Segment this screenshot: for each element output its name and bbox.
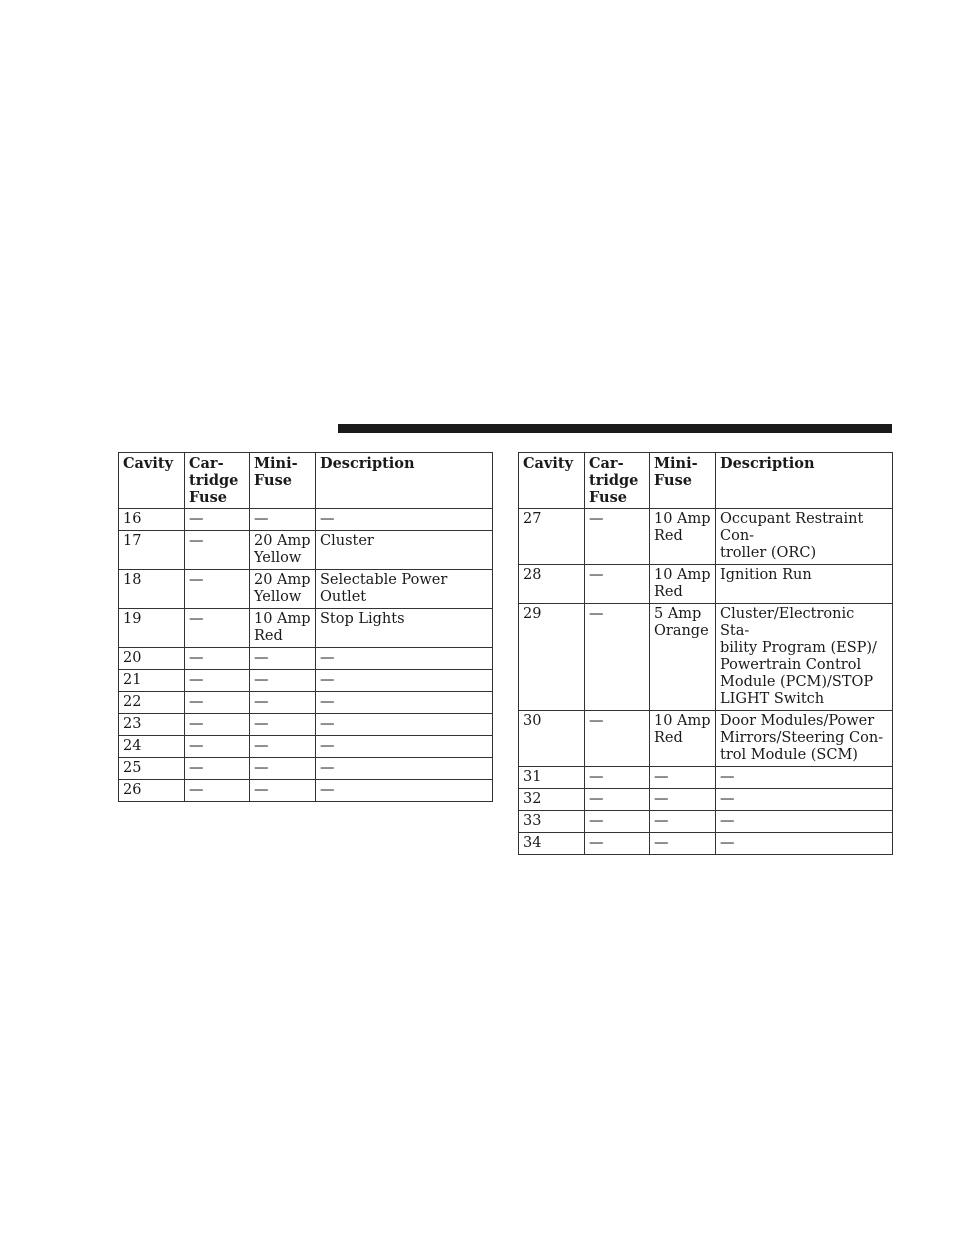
description-cell: — (316, 780, 493, 802)
cavity-cell: 18 (119, 570, 185, 609)
cartridge-cell: — (185, 670, 250, 692)
cartridge-cell: — (185, 714, 250, 736)
cartridge-cell: — (585, 604, 650, 711)
table-row (119, 570, 493, 609)
header-cartridge-fuse: Car- tridge Fuse (585, 453, 650, 509)
table-row (119, 609, 493, 648)
header-mini-fuse: Mini- Fuse (250, 453, 316, 509)
mini-fuse-cell: — (650, 833, 716, 855)
mini-fuse-cell: — (250, 780, 316, 802)
table-row (519, 711, 893, 767)
cavity-cell: 27 (519, 509, 585, 565)
description-cell: — (316, 509, 493, 531)
mini-fuse-cell: — (250, 648, 316, 670)
table-row (519, 767, 893, 789)
fuse-table-right (518, 452, 893, 855)
mini-fuse-cell: 10 Amp Red (650, 509, 716, 565)
cartridge-cell: — (185, 780, 250, 802)
mini-fuse-cell: 20 Amp Yellow (250, 570, 316, 609)
description-cell: Cluster/Electronic Sta- bility Program (ESP)/ Powertrain Control Module (PCM)/STOP LIGHT Switch (716, 604, 893, 711)
mini-fuse-cell: 10 Amp Red (650, 565, 716, 604)
cavity-cell: 28 (519, 565, 585, 604)
mini-fuse-cell: — (250, 736, 316, 758)
table-row (119, 736, 493, 758)
table-row (519, 833, 893, 855)
cartridge-cell: — (585, 833, 650, 855)
table-row (519, 811, 893, 833)
table-row (519, 565, 893, 604)
description-cell: — (316, 758, 493, 780)
cavity-cell: 21 (119, 670, 185, 692)
table-row (119, 692, 493, 714)
mini-fuse-cell: — (250, 692, 316, 714)
cavity-cell: 34 (519, 833, 585, 855)
cavity-cell: 19 (119, 609, 185, 648)
mini-fuse-cell: 5 Amp Orange (650, 604, 716, 711)
cavity-cell: 17 (119, 531, 185, 570)
cavity-cell: 16 (119, 509, 185, 531)
mini-fuse-cell: — (250, 714, 316, 736)
header-description: Description (316, 453, 493, 509)
header-description: Description (716, 453, 893, 509)
table-row (119, 780, 493, 802)
table-row (119, 509, 493, 531)
section-rule (338, 424, 892, 433)
description-cell: Occupant Restraint Con- troller (ORC) (716, 509, 893, 565)
description-cell: Stop Lights (316, 609, 493, 648)
cartridge-cell: — (585, 711, 650, 767)
cartridge-cell: — (585, 509, 650, 565)
cartridge-cell: — (185, 758, 250, 780)
cartridge-cell: — (185, 648, 250, 670)
mini-fuse-cell: — (650, 811, 716, 833)
table-row (519, 509, 893, 565)
table-header-row (519, 453, 893, 509)
cavity-cell: 30 (519, 711, 585, 767)
table-header-row (119, 453, 493, 509)
description-cell: — (716, 811, 893, 833)
table-row (119, 648, 493, 670)
cartridge-cell: — (585, 565, 650, 604)
table-row (519, 604, 893, 711)
cartridge-cell: — (185, 736, 250, 758)
cartridge-cell: — (185, 531, 250, 570)
description-cell: — (316, 714, 493, 736)
cavity-cell: 26 (119, 780, 185, 802)
description-cell: — (716, 833, 893, 855)
cavity-cell: 25 (119, 758, 185, 780)
cavity-cell: 24 (119, 736, 185, 758)
description-cell: Door Modules/Power Mirrors/Steering Con- trol Module (SCM) (716, 711, 893, 767)
cartridge-cell: — (585, 811, 650, 833)
mini-fuse-cell: 10 Amp Red (650, 711, 716, 767)
cavity-cell: 23 (119, 714, 185, 736)
description-cell: — (716, 767, 893, 789)
mini-fuse-cell: 10 Amp Red (250, 609, 316, 648)
cartridge-cell: — (585, 767, 650, 789)
cartridge-cell: — (185, 509, 250, 531)
description-cell: — (316, 692, 493, 714)
cartridge-cell: — (585, 789, 650, 811)
cavity-cell: 32 (519, 789, 585, 811)
header-cartridge-fuse: Car- tridge Fuse (185, 453, 250, 509)
table-row (519, 789, 893, 811)
description-cell: Selectable Power Outlet (316, 570, 493, 609)
mini-fuse-cell: — (650, 789, 716, 811)
description-cell: — (316, 670, 493, 692)
cavity-cell: 29 (519, 604, 585, 711)
header-cavity: Cavity (119, 453, 185, 509)
description-cell: — (316, 736, 493, 758)
table-row (119, 670, 493, 692)
cavity-cell: 20 (119, 648, 185, 670)
description-cell: Cluster (316, 531, 493, 570)
cartridge-cell: — (185, 609, 250, 648)
table-row (119, 531, 493, 570)
cavity-cell: 31 (519, 767, 585, 789)
header-mini-fuse: Mini- Fuse (650, 453, 716, 509)
fuse-table-left (118, 452, 493, 802)
mini-fuse-cell: — (650, 767, 716, 789)
mini-fuse-cell: — (250, 509, 316, 531)
table-row (119, 714, 493, 736)
description-cell: Ignition Run (716, 565, 893, 604)
mini-fuse-cell: — (250, 670, 316, 692)
mini-fuse-cell: 20 Amp Yellow (250, 531, 316, 570)
mini-fuse-cell: — (250, 758, 316, 780)
header-cavity: Cavity (519, 453, 585, 509)
description-cell: — (716, 789, 893, 811)
cartridge-cell: — (185, 692, 250, 714)
cartridge-cell: — (185, 570, 250, 609)
cavity-cell: 22 (119, 692, 185, 714)
description-cell: — (316, 648, 493, 670)
table-row (119, 758, 493, 780)
cavity-cell: 33 (519, 811, 585, 833)
